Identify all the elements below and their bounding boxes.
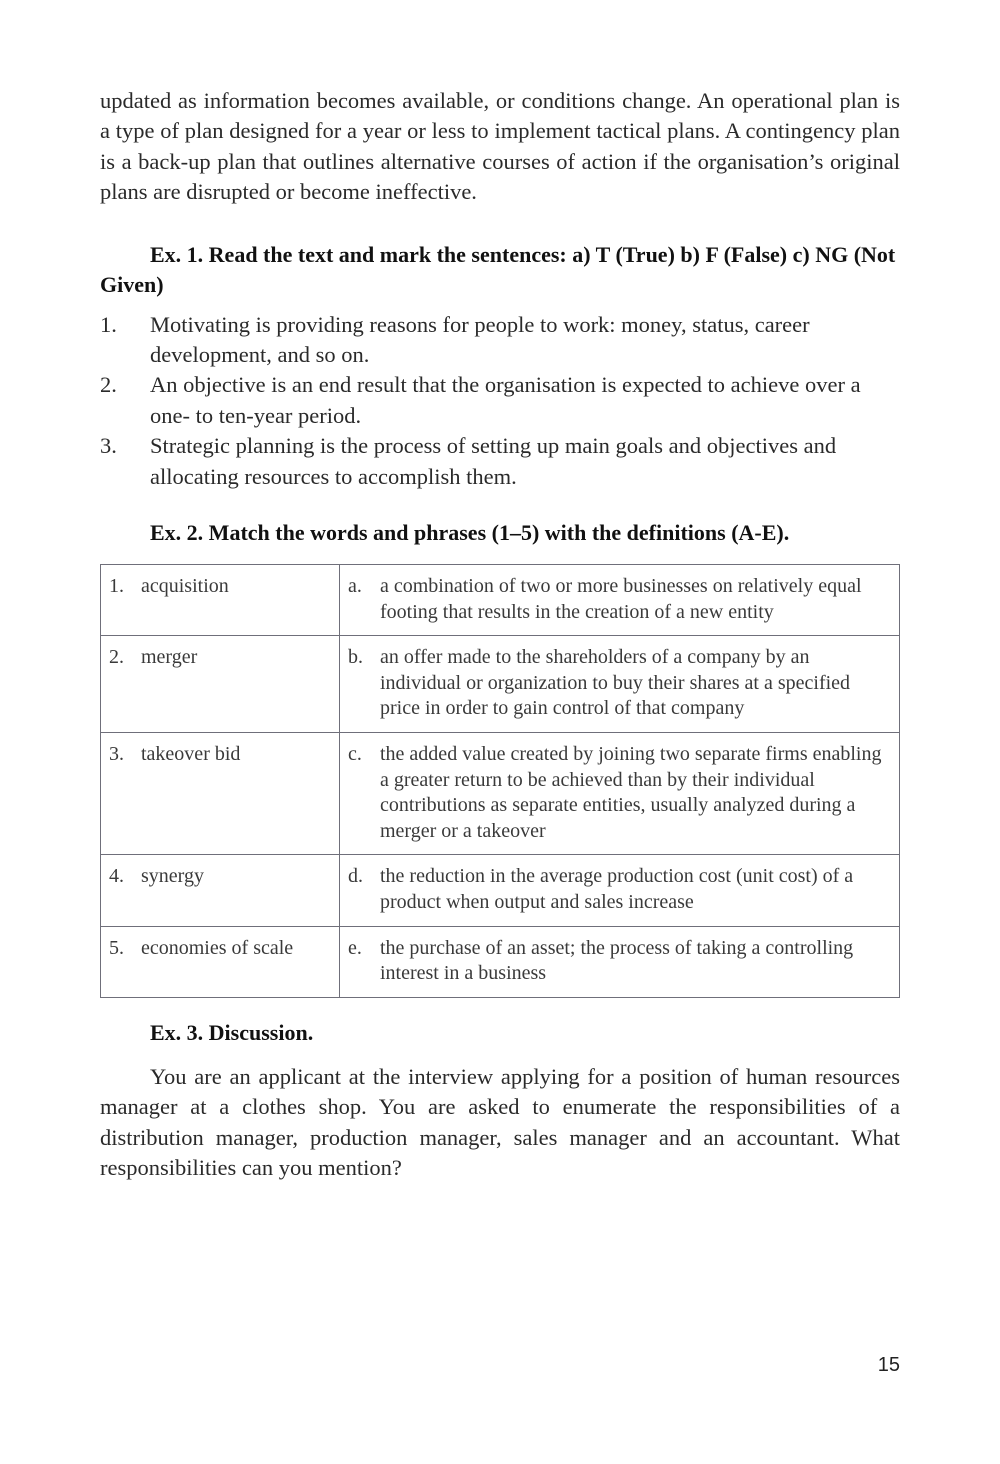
ex1-heading: Ex. 1. Read the text and mark the sentences: a) T (True) b) F (False) c) NG (Not Given): [100, 241, 896, 297]
definition-letter: a.: [348, 575, 362, 598]
list-item-number: 1.: [100, 311, 117, 337]
term-cell: [101, 855, 340, 926]
list-item-number: 2.: [100, 372, 117, 398]
list-item: [100, 370, 900, 431]
definition-text: the added value created by joining two separate firms enabling a greater return to be achieved than by their individual contributions as separate entities, usually analyzed during a merger or a takeover: [380, 743, 882, 842]
term-number: 1.: [109, 575, 124, 598]
definition-cell: [340, 855, 900, 926]
definition-letter: d.: [348, 865, 363, 888]
term-number: 5.: [109, 936, 124, 959]
definition-text: the purchase of an asset; the process of taking a controlling interest in a business: [380, 936, 854, 985]
list-item-text: Motivating is providing reasons for people to work: money, status, career development, and so on.: [150, 311, 810, 368]
definition-text: an offer made to the shareholders of a company by an individual or organization to buy their shares at a specified price in order to gain control of that company: [380, 646, 851, 720]
list-item: [100, 431, 900, 492]
ex1-statement-list: [100, 310, 900, 492]
definition-cell: [340, 733, 900, 855]
page-number: 15: [877, 1354, 900, 1376]
term-number: 3.: [109, 743, 124, 766]
term-cell: [101, 565, 340, 636]
table-row: [101, 855, 900, 926]
table-row: [101, 926, 900, 997]
term-text: economies of scale: [141, 936, 294, 959]
definition-letter: b.: [348, 646, 363, 669]
definition-text: a combination of two or more businesses on relatively equal footing that results in the creation of a new entity: [380, 575, 862, 623]
ex2-heading: Ex. 2. Match the words and phrases (1–5) with the definitions (A-E).: [150, 520, 790, 546]
list-item-text: An objective is an end result that the organisation is expected to achieve over a one- to ten-year period.: [150, 372, 861, 428]
table-row: [101, 733, 900, 855]
term-text: synergy: [141, 865, 204, 888]
definition-cell: [340, 636, 900, 733]
matching-table: [100, 564, 900, 998]
definition-letter: c.: [348, 743, 362, 766]
term-text: acquisition: [141, 575, 229, 598]
ex3-paragraph: You are an applicant at the interview applying for a position of human resources manager at a clothes shop. You are asked to enumerate the responsibilities of a distribution manager, production manager, sales manager and an accountant. What responsibilities can you mention?: [100, 1063, 900, 1180]
table-row: [101, 636, 900, 733]
list-item-text: Strategic planning is the process of setting up main goals and objectives and allocating resources to accomplish them.: [150, 433, 837, 489]
definition-cell: [340, 565, 900, 636]
definition-text: the reduction in the average production cost (unit cost) of a product when output and sales increase: [380, 865, 854, 913]
intro-paragraph: updated as information becomes available, or conditions change. An operational plan is a type of plan designed for a year or less to implement tactical plans. A contingency plan is a back-up plan that outlines alternative courses of action if the organisation’s original plans are disrupted or become ineffective.: [100, 88, 900, 205]
list-item-number: 3.: [100, 433, 117, 459]
definition-letter: e.: [348, 936, 362, 959]
table-row: [101, 565, 900, 636]
term-number: 4.: [109, 865, 124, 888]
term-number: 2.: [109, 646, 124, 669]
page-content: [100, 86, 900, 1183]
ex3-heading: Ex. 3. Discussion.: [150, 1019, 314, 1045]
term-cell: [101, 733, 340, 855]
term-text: merger: [141, 646, 198, 669]
term-cell: [101, 926, 340, 997]
definition-cell: [340, 926, 900, 997]
term-text: takeover bid: [141, 743, 241, 766]
term-cell: [101, 636, 340, 733]
list-item: [100, 310, 900, 371]
